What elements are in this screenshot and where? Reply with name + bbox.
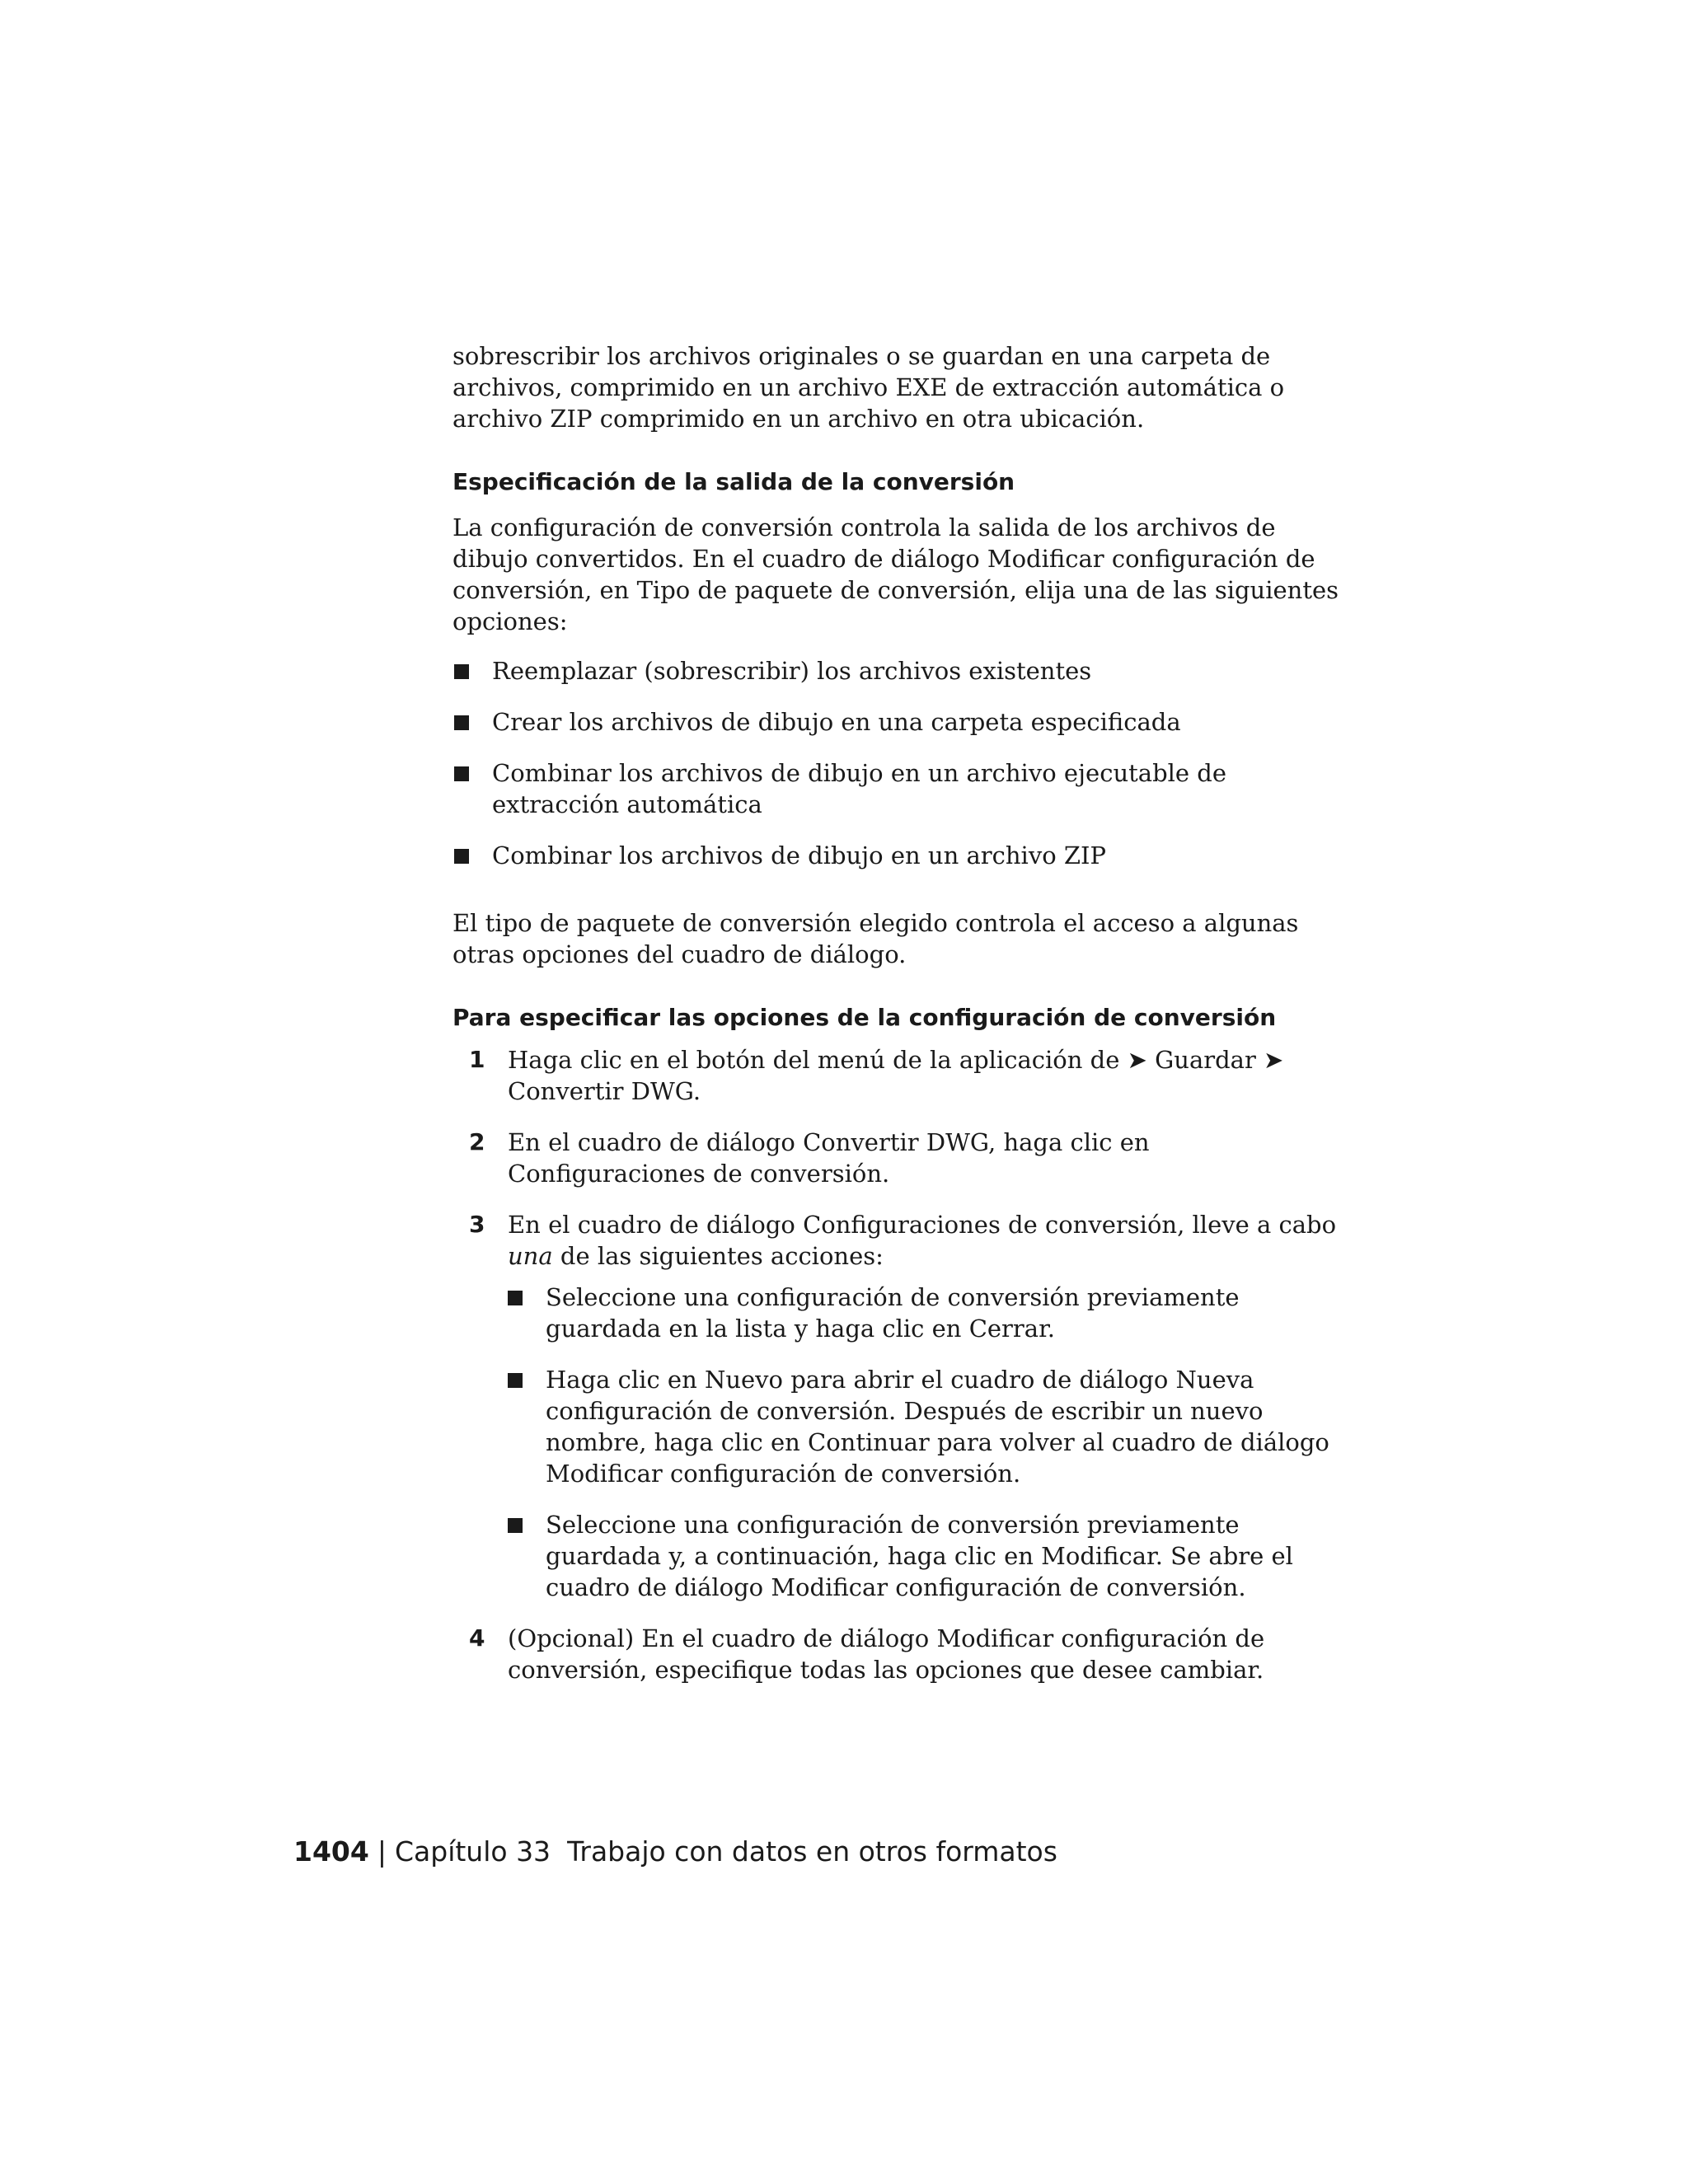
section-paragraph: La configuración de conversión controla la salida de los archivos de dibujo convertidos. En el cuadro de diálogo Modificar configuración de conversión, en Tipo de paquete de conversión, elija una de las siguientes opciones:	[452, 513, 1339, 635]
procedure-steps	[452, 1044, 1351, 1685]
list-item	[452, 655, 1351, 687]
list-item	[508, 1509, 1351, 1603]
footer-separator: |	[377, 1835, 387, 1868]
step-text-end: de las siguientes acciones:	[552, 1242, 884, 1270]
closing-paragraph: El tipo de paquete de conversión elegido controla el acceso a algunas otras opciones del cuadro de diálogo.	[452, 909, 1299, 968]
list-item-text: Seleccione una configuración de conversión previamente guardada en la lista y haga clic en Cerrar.	[546, 1283, 1240, 1343]
step-item	[452, 1623, 1351, 1685]
list-item-text: Crear los archivos de dibujo en una carpeta especificada	[492, 708, 1181, 736]
list-item-text: Combinar los archivos de dibujo en un archivo ejecutable de extracción automática	[492, 759, 1227, 818]
chapter-label: Capítulo 33	[394, 1835, 551, 1868]
list-item	[508, 1364, 1351, 1489]
step-text: (Opcional) En el cuadro de diálogo Modificar configuración de conversión, especifique todas las opciones que desee cambiar.	[508, 1624, 1265, 1684]
list-item	[452, 757, 1351, 820]
step-item	[452, 1127, 1351, 1189]
procedure-heading: Para especificar las opciones de la configuración de conversión	[452, 1004, 1277, 1031]
page-footer	[293, 1834, 1057, 1870]
step-number: 1	[469, 1046, 485, 1073]
list-item-text: Reemplazar (sobrescribir) los archivos existentes	[492, 657, 1092, 685]
page-content	[452, 340, 1351, 1685]
section-heading-output: Especificación de la salida de la conversión	[452, 468, 1015, 495]
square-bullet-icon	[508, 1373, 523, 1388]
step-text: En el cuadro de diálogo Convertir DWG, haga clic en Configuraciones de conversión.	[508, 1128, 1150, 1188]
step-item	[452, 1209, 1351, 1603]
square-bullet-icon	[454, 766, 469, 781]
list-item	[508, 1282, 1351, 1344]
step-text	[508, 1209, 1351, 1272]
step-number: 2	[469, 1128, 485, 1155]
intro-paragraph: sobrescribir los archivos originales o se guardan en una carpeta de archivos, comprimido en un archivo EXE de extracción automática o archivo ZIP comprimido en un archivo en otra ubicación.	[452, 342, 1285, 433]
step-number: 3	[469, 1211, 485, 1238]
list-item	[452, 706, 1351, 738]
square-bullet-icon	[508, 1518, 523, 1533]
list-item-text: Seleccione una configuración de conversión previamente guardada y, a continuación, haga clic en Modificar. Se abre el cuadro de diálogo Modificar configuración de conversión.	[546, 1511, 1293, 1601]
square-bullet-icon	[454, 664, 469, 679]
step-text-start: En el cuadro de diálogo Configuraciones de conversión, lleve a cabo	[508, 1211, 1337, 1239]
list-item	[452, 840, 1351, 871]
list-item-text: Haga clic en Nuevo para abrir el cuadro de diálogo Nueva configuración de conversión. Después de escribir un nuevo nombre, haga clic en Continuar para volver al cuadro de diálogo Modificar configuración de conversión.	[546, 1366, 1329, 1488]
step-text: Haga clic en el botón del menú de la aplicación de ➤ Guardar ➤ Convertir DWG.	[508, 1046, 1284, 1105]
action-options-list	[508, 1282, 1351, 1603]
step-item	[452, 1044, 1351, 1107]
chapter-title: Trabajo con datos en otros formatos	[567, 1835, 1057, 1868]
square-bullet-icon	[454, 849, 469, 864]
page-number: 1404	[293, 1835, 369, 1868]
step-text-emphasis: una	[508, 1242, 553, 1270]
package-type-list	[452, 655, 1351, 871]
square-bullet-icon	[508, 1291, 523, 1305]
list-item-text: Combinar los archivos de dibujo en un archivo ZIP	[492, 841, 1107, 869]
step-number: 4	[469, 1624, 485, 1652]
square-bullet-icon	[454, 715, 469, 730]
